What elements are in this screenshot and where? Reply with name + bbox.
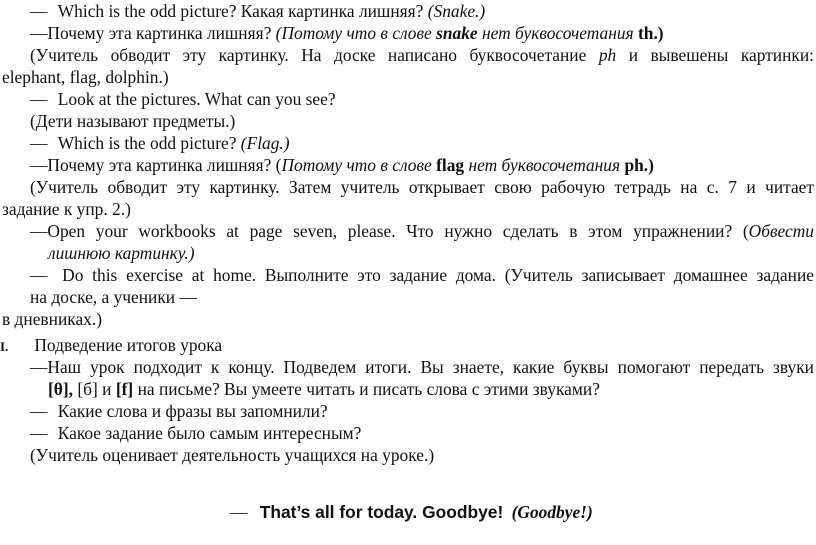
- conjunction: и: [102, 379, 112, 399]
- dash: —: [30, 155, 48, 175]
- answer-text: (Flag.): [240, 133, 290, 153]
- question-odd-picture-snake: [30, 0, 485, 22]
- closing-phrase: That’s all for today. Goodbye!: [259, 502, 504, 522]
- question-why-flag: [30, 154, 654, 176]
- dash: —: [30, 23, 48, 43]
- answer-text: Обвести: [748, 221, 814, 241]
- question-odd-picture-flag: [30, 132, 290, 154]
- homework-instruction-line2: на доске, а ученики —: [30, 287, 197, 307]
- answer-text: (Snake.): [427, 1, 486, 21]
- question-remembered-words: [30, 400, 328, 422]
- teacher-note-workbook-line2: задание к упр. 2.): [2, 199, 131, 219]
- answer-letters: th.): [637, 23, 664, 43]
- answer-text: нет буквосочетания: [468, 155, 621, 175]
- dash: —: [30, 133, 48, 153]
- question-text: Open your workbooks at page seven, please. Что нужно сделать в этом упражнении? (: [47, 221, 749, 241]
- sound-th: [θ],: [48, 379, 74, 399]
- question-open-workbooks: [30, 220, 814, 242]
- summary-text: на письме? Вы умеете читать и писать слова с этими звуками?: [137, 379, 600, 399]
- dash: —: [30, 423, 48, 443]
- question-text: Почему эта картинка лишняя? (: [47, 155, 282, 175]
- answer-word: snake: [436, 23, 478, 43]
- question-text: Какие слова и фразы вы запомнили?: [57, 401, 328, 421]
- teacher-note-ph: [30, 44, 814, 66]
- teacher-evaluation-note: (Учитель оценивает деятельность учащихся на уроке.): [30, 445, 435, 465]
- answer-text: нет буквосочетания: [482, 23, 634, 43]
- question-interesting-task: [30, 422, 361, 444]
- dash: —: [30, 357, 48, 377]
- question-text: Which is the odd picture?: [57, 133, 237, 153]
- sound-f: [f]: [115, 379, 134, 399]
- question-why-snake: [30, 22, 664, 44]
- summary-text: Наш урок подходит к концу. Подведем итоги. Вы знаете, какие буквы помогают передать звуки: [47, 357, 814, 377]
- question-text: Какое задание было самым интересным?: [57, 423, 362, 443]
- answer-letters: ph.): [624, 155, 654, 175]
- section-heading: [0, 334, 222, 358]
- note-letters: ph: [598, 45, 617, 65]
- closing-reply: (Goodbye!): [511, 502, 593, 522]
- homework-instruction: [30, 264, 814, 286]
- dash: —: [230, 502, 248, 522]
- question-text: Look at the pictures. What can you see?: [57, 89, 336, 109]
- summary-question: [30, 356, 814, 378]
- answer-text: (Потому что в слове: [275, 23, 432, 43]
- note-text: (Учитель обводит эту картинку. На доске написано буквосочетание: [30, 45, 587, 65]
- question-open-workbooks-line2: лишнюю картинку.): [48, 243, 195, 263]
- dash: —: [30, 1, 48, 21]
- dash: —: [30, 221, 48, 241]
- answer-text: Потому что в слове: [281, 155, 432, 175]
- question-text: Почему эта картинка лишняя?: [47, 23, 272, 43]
- closing-line: [230, 501, 593, 523]
- homework-instruction-line3: в дневниках.): [2, 309, 102, 329]
- answer-word: flag: [436, 155, 465, 175]
- teacher-note-workbook: (Учитель обводит эту картинку. Затем учитель открывает свою рабочую тетрадь на с. 7 и читает: [30, 177, 814, 197]
- question-text: Which is the odd picture? Какая картинка лишняя?: [57, 1, 424, 21]
- dash: —: [30, 265, 48, 285]
- sound-b: [б]: [77, 379, 98, 399]
- dash: —: [30, 89, 48, 109]
- question-look-at-pictures: [30, 88, 336, 110]
- note-text: и вывешены картинки:: [628, 45, 814, 65]
- summary-question-line2: [48, 378, 600, 400]
- teacher-note-ph-line2: elephant, flag, dolphin.): [2, 67, 169, 87]
- children-note: (Дети называют предметы.): [30, 111, 236, 131]
- instruction-text: Do this exercise at home. Выполните это задание дома. (Учитель записывает домашнее задание: [62, 265, 814, 285]
- section-marker: I.: [0, 339, 9, 354]
- section-title: Подведение итогов урока: [34, 335, 223, 355]
- dash: —: [30, 401, 48, 421]
